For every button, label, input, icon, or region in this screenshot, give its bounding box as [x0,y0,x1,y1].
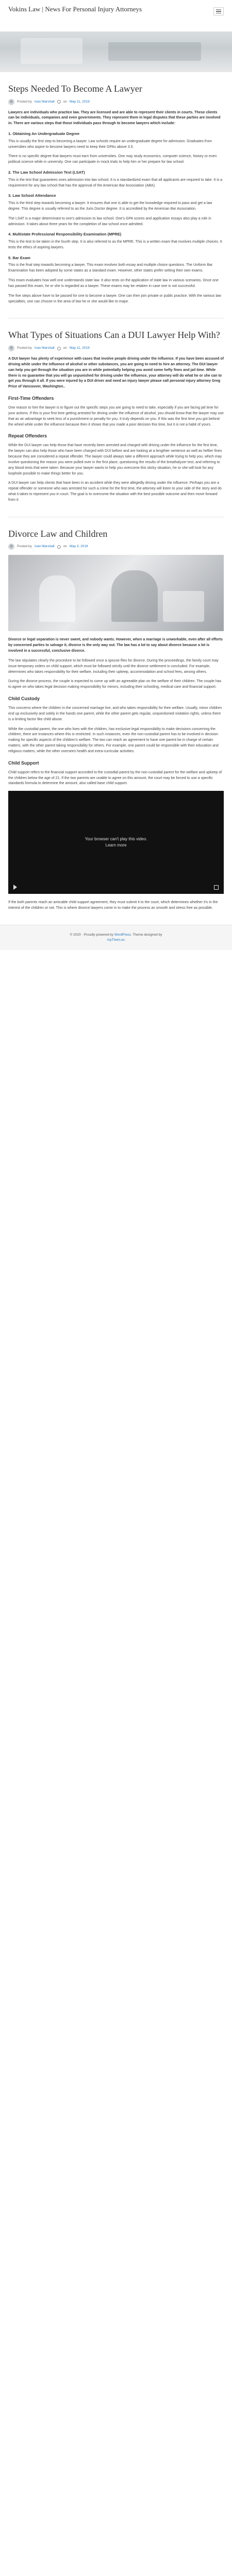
post [8,517,224,925]
play-icon[interactable] [13,885,17,890]
post-subheading: 1. Obtaining An Undergraduate Degree [8,131,80,137]
post-paragraph: This is the third step towards becoming a lawyer. It ensures that one is able to get the knowledge required to pass and get a law degree. This degree is usually referred to as the Juris Doctor degree. It is accredited by the American Bar Association. [8,201,212,211]
post-intro: A DUI lawyer has plenty of experience with cases that involve people driving under the influence. If you have been accused of driving while under the influence of alcohol or other substances, you are going to need to hire an attorney. The DUI lawyer can help you get through the situation you are in while potentially helping you avoid some hefty fines and jail time. While there is no guarantee that you will go unpunished for driving under the influence, your attorney will do what he or she can to get you through it all. If you were injured by a DUI driver and need an injury lawyer please call personal injury attorney Greg Price of Vancouver, Washington.. [8,357,224,389]
author-link[interactable]: Ivan Marshall [34,545,55,549]
video-error-message: Your browser can't play this video. [85,836,147,841]
post-paragraph: While the custodial parent, the one who lives with the children, has exclusive legal responsibility to make decisions concerning the children, there are instances where this is restricted. In such instances, even the non-custodial parent has to be involved in decision making for specific aspects of the children's welfare. The two can reach an agreement to have one parent be in charge of certain matters, with the other parent taking responsibility for others. For example, one parent could be responsible with their education and religious matters, while the other oversees health and extra-curricular activities. [8,727,219,753]
theme-link[interactable]: myThem.es [107,938,125,942]
post [8,72,224,318]
author-avatar-icon [8,345,14,351]
post-subheading: 3. Law School Attendance [8,193,56,198]
post-section-heading: First-Time Offenders [8,396,54,401]
post-intro: Lawyers are individuals who practice law. They are licensed and are able to represent their clients in courts. These clients can be individuals, companies and even governments. They represent them in legal disputes that these parties are involved in. There are various steps that those individuals pass through to become lawyers which include: [8,110,221,126]
post-title[interactable]: Divorce Law and Children [8,528,108,539]
site-title[interactable]: Vokins Law | News For Personal Injury Attorneys [8,5,142,13]
post-title[interactable]: What Types of Situations Can a DUI Lawyer Help With? [8,330,220,341]
post-subheading: 2. The Law School Admission Test (LSAT) [8,170,85,175]
post-paragraph: One reason to hire the lawyer is to figure out the specific steps you are going to need to take, especially if you are facing jail time for your actions. If this is your first time getting arrested for driving under the influence of alcohol, you should know that the lawyer may use that as an advantage to seek less of a punishment or penalty for you. It truly depends on you. If this was the first time you got behind the wheel while under the influence because then it shows that you made a poor decision this time, but it is not a habit of yours. [8,406,224,427]
clock-icon [57,100,61,104]
post-paragraph: While the DUI lawyer can help those that have recently been arrested and charged with driving under the influence for the first time, the lawyer can also help those who have been charged with DUI before and are looking at a lengthier sentence as well as heftier fines because they are considered a repeat offender. The lawyer could always take a different approach while trying to help you, which may involve questioning the reason you were pulled over in the first place, questioning the results of the breathalyzer test, and referring to any blood tests that were taken. Because your lawyer wants to help you overcome this sticky situation, he or she will look for any loophole possible to make things better for you. [8,444,222,476]
post-paragraph: This is the test that guarantees ones admission into law school. It is a standardized exam that all applicants are required to take. It is a requirement for any law school that has the approval of the American Bar Association (ABA). [8,178,223,188]
site-header [0,0,232,32]
post-section-heading: Child Custody [8,696,40,702]
post-paragraph: This exam evaluates how well one understands state law. It also tests on the application of state law in various scenarios. Once one has passed this exam, he or she is regarded as a lawyer. These exams may be retaken in case one is not successful. [8,279,219,288]
post-section-heading: Child Support [8,760,39,766]
clock-icon [57,545,61,549]
post-paragraph: The law stipulates clearly the procedure to be followed once a spouse files for divorce. During the proceedings, the family court may issue temporary orders on child support, which must be followed strictly until the divorce settlement is concluded. For example, determines who takes responsibility for their welfare, including their upkeep, accommodation and school fees, among others. [8,658,219,674]
post-paragraph: This is the test to be taken in the fourth step. It is also referred to as the MPRE. This is a written exam that involves multiple choices. It tests the ethics of aspiring lawyers. [8,240,222,249]
post-meta: Posted by Ivan Marshall on May 11, 2019 [8,99,224,105]
post-date-link[interactable]: May 11, 2019 [69,99,90,104]
post-paragraph: There is no specific degree that lawyers must earn from universities. One may study economics, computer science, history or even political science while in university. One can participate in mock trials to help him or her prepare for law school. [8,155,217,164]
video-player[interactable] [8,791,224,894]
clock-icon [57,347,61,350]
post-paragraph: This is usually the first step to becoming a lawyer. Law schools require an undergraduate degree for admission. Graduates from universities who aspire to become lawyers need to keep their GPAs above 3.5. [8,139,212,149]
post-paragraph: During the divorce process, the couple is expected to come up with an agreeable plan on the welfare of their children. The couple has to agree on who takes legal decision making responsibility for minors, including their schooling, medical care and financial support. [8,680,222,689]
hamburger-icon [216,9,221,10]
author-link[interactable]: Ivan Marshall [34,346,55,350]
post-subheading: 4. Multistate Professional Responsibility Examination (MPRE) [8,232,122,237]
post-intro: Divorce or legal separation is never sweet, and nobody wants. However, when a marriage is unworkable, even after all efforts by concerned parties to salvage it, divorce is the only way out. The law has a lot to say about divorce because a lot is involved in a successful, conclusive divorce. [8,638,223,653]
post-paragraph: If the both parents reach an amicable child support agreement, they must submit it to the court, which determines whether it's in the interest of the children or not. This is where divorce lawyers come in to make the process as smooth and stress free as possible. [8,901,218,910]
video-learn-more-link[interactable]: Learn more [105,843,127,848]
post-list [0,72,232,925]
post-date-link[interactable]: May 3, 2019 [69,545,88,549]
wordpress-link[interactable]: WordPress [114,933,131,937]
footer-credits: © 2020 · Proudly powered by WordPress. Theme designed by [70,933,162,937]
fullscreen-icon[interactable] [214,885,219,890]
post-title[interactable]: Steps Needed To Become A Lawyer [8,83,142,94]
post-paragraph: A DUI lawyer can help clients that have been in an accident while they were allegedly driving under the influence. Perhaps you are a repeat offender or someone who was arrested for such a crime for the first time, the attorney will listen to your side of the story and do what it takes to represent you in court. The goal is to overcome the situation with the best possible outcome and then move forward from it. [8,481,222,502]
post-meta: Posted by Ivan Marshall on May 3, 2019 [8,544,224,550]
post-date-link[interactable]: May 11, 2019 [69,346,90,350]
header-banner-image [0,32,232,72]
post-paragraph: The five steps above have to be passed for one to become a lawyer. One can then join private or public practice. With the various law specialties, one can choose in the area of law he or she would like to major. [8,294,221,303]
post-meta: Posted by Ivan Marshall on May 11, 2019 [8,345,224,351]
author-avatar-icon [8,99,14,105]
post-paragraph: The LSAT is a major determinant to one's admission to law school. One's GPA scores and application essays also play a role in admission. It takes about three years for the completion of law school once admitted. [8,216,211,226]
author-avatar-icon [8,544,14,550]
menu-toggle-button[interactable] [213,7,224,15]
post-section-heading: Repeat Offenders [8,433,47,439]
author-link[interactable]: Ivan Marshall [34,99,55,104]
post-subheading: 5. Bar Exam [8,255,30,260]
post-paragraph: This is the final step towards becoming a lawyer. This exam involves both essay and multiple choice questions. The Uniform Bar Examination has been adopted by some states as a standard exam. However, other states prefer setting their own exams. [8,263,213,273]
featured-image [8,555,224,631]
site-footer [0,925,232,950]
post [8,318,224,517]
post-paragraph: Child support refers to the financial support accorded to the custodial parent by the non-custodial parent for the welfare and upkeep of the children below the age of 21. If the two parents are unable to agree on this amount, the court may be forced to use a specific standards formula to determine the amount, also called base child support. [8,770,222,786]
post-paragraph: This concerns where the children in the concerned marriage live, and who takes responsibility for their welfare. Usually, minor children end up exclusively and solely in the hands one parent, while the other parent gets regular, unquestioned visitation rights, unless there is a limiting factor like child abuse. [8,706,222,721]
